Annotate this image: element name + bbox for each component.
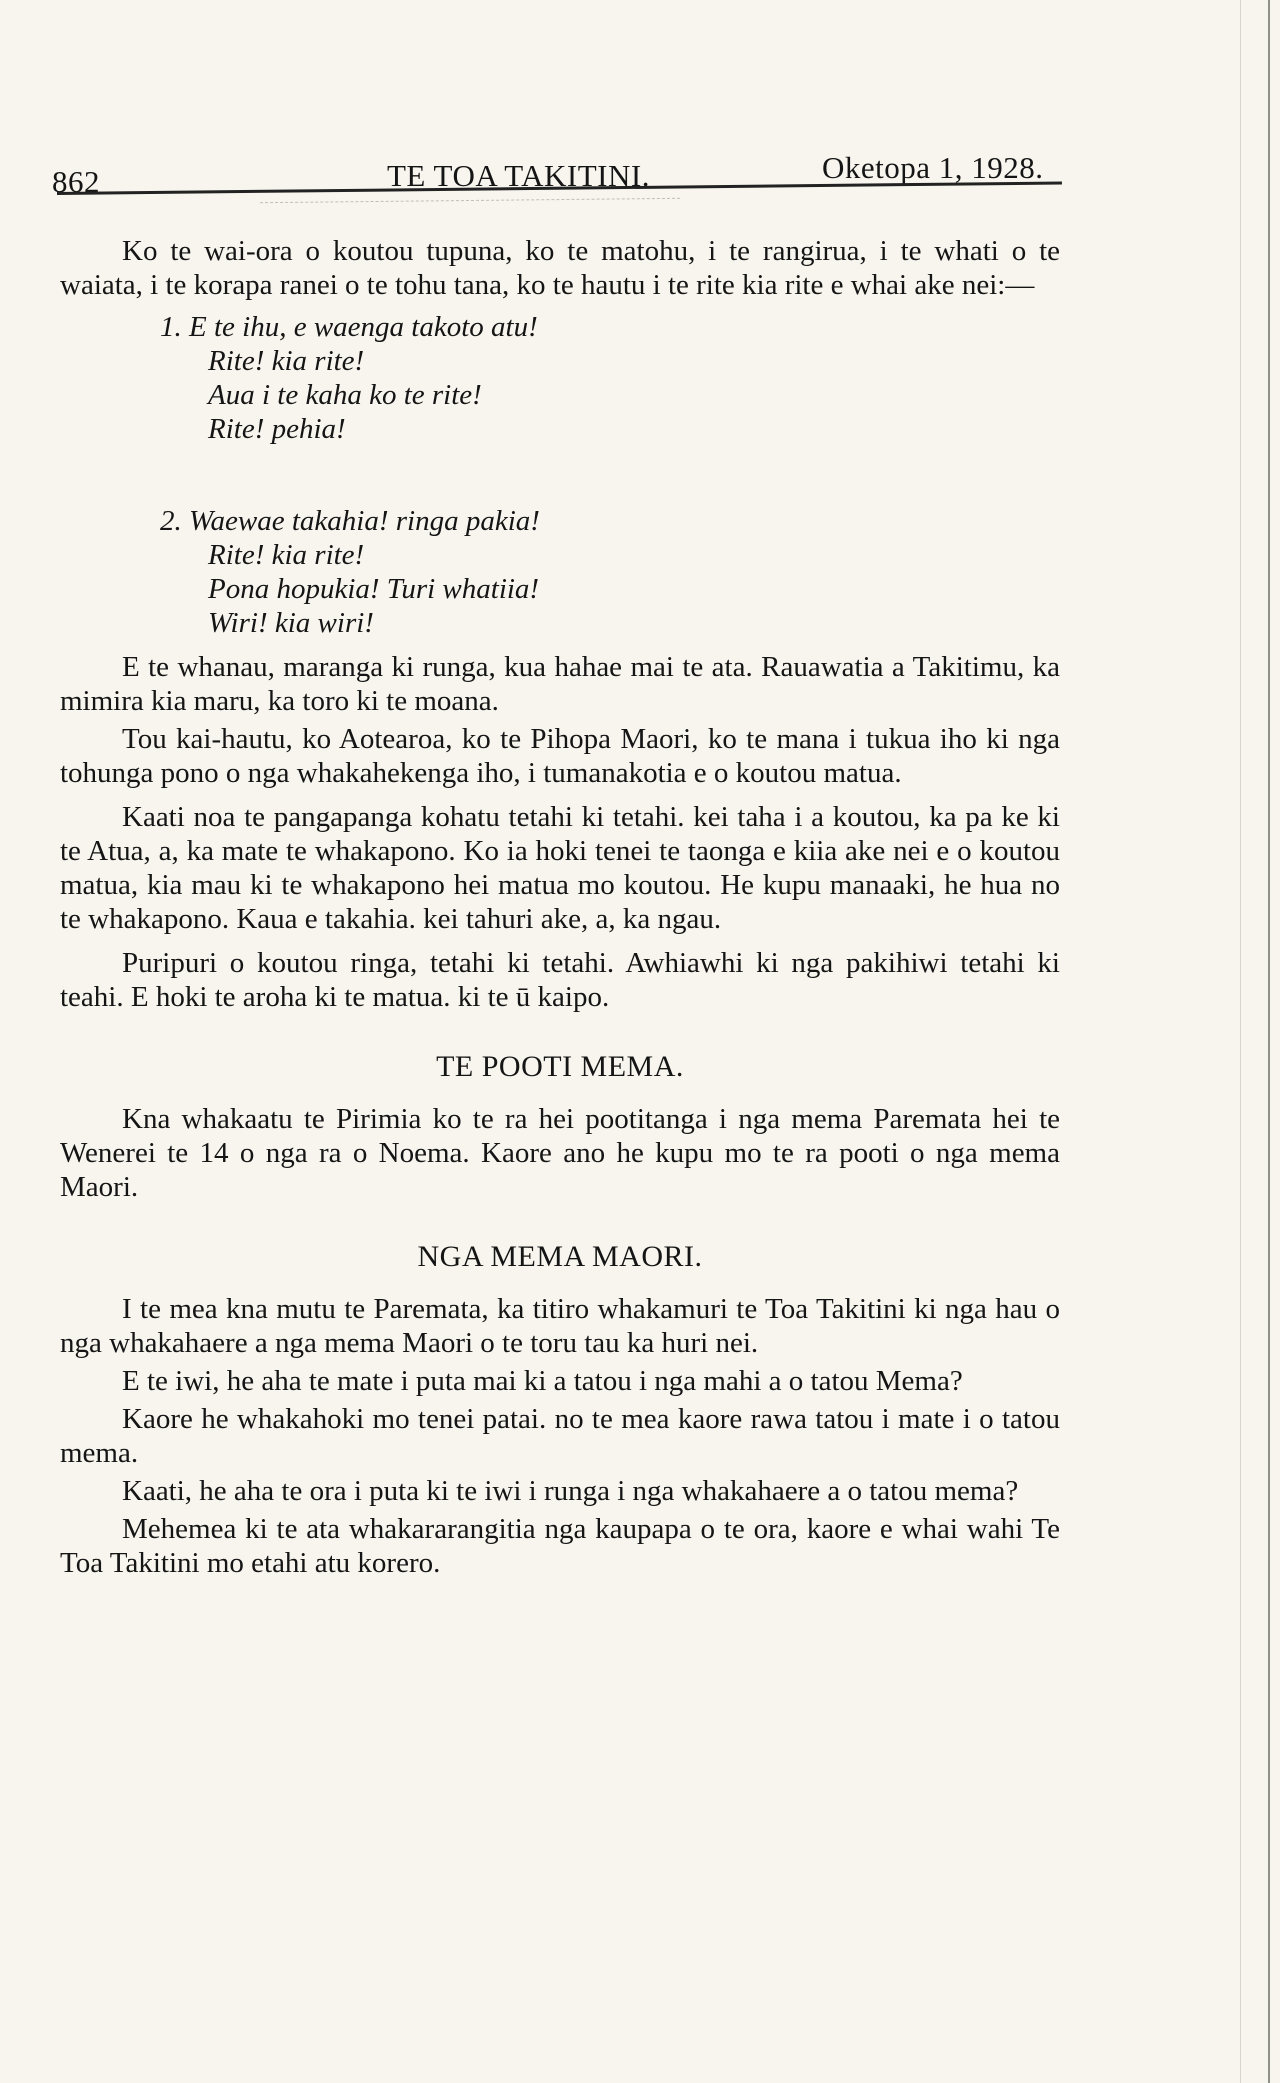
- verse-line: 2. Waewae takahia! ringa pakia!: [160, 505, 540, 537]
- verse-line: Wiri! kia wiri!: [208, 607, 374, 639]
- verse-line: 1. E te ihu, e waenga takoto atu!: [160, 311, 538, 343]
- body-paragraph: E te whanau, maranga ki runga, kua hahae mai te ata. Rauawatia a Takitimu, ka mimira kia maru, ka toro ki te moana.: [60, 651, 1060, 717]
- body-paragraph: Kaati noa te pangapanga kohatu tetahi ki tetahi. kei taha i a koutou, ka pa ke ki te Atua, a, ka mate te whakapono. Ko ia hoki tenei te taonga e kiia ake nei e o koutou matua, kia mau ki te whakapono hei matua mo koutou. He kupu manaaki, he hua no te whakapono. Kaua e takahia. kei tahuri ake, a, ka ngau.: [60, 801, 1060, 935]
- page-number: 862: [52, 164, 100, 199]
- issue-date: Oketopa 1, 1928.: [822, 150, 1044, 185]
- body-paragraph: Kna whakaatu te Pirimia ko te ra hei pootitanga i nga mema Paremata hei te Wenerei te 14 o nga ra o Noema. Kaore ano he kupu mo te ra pooti o nga mema Maori.: [60, 1103, 1060, 1203]
- verse-line: Aua i te kaha ko te rite!: [208, 379, 482, 411]
- article-body: [60, 234, 1060, 1584]
- publication-title: TE TOA TAKITINI.: [387, 158, 650, 193]
- page-edge-line: [1268, 0, 1270, 2083]
- body-paragraph: I te mea kna mutu te Paremata, ka titiro whakamuri te Toa Takitini ki nga hau o nga whakahaere a nga mema Maori o te toru tau ka huri nei.: [60, 1293, 1060, 1359]
- verse-line: Rite! kia rite!: [208, 345, 365, 377]
- body-paragraph: Tou kai-hautu, ko Aotearoa, ko te Pihopa Maori, ko te mana i tukua iho ki nga tohunga pono o nga whakahekenga iho, i tumanakotia e o koutou matua.: [60, 723, 1060, 789]
- body-paragraph: Puripuri o koutou ringa, tetahi ki tetahi. Awhiawhi ki nga pakihiwi tetahi ki teahi. E hoki te aroha ki te matua. ki te ū kaipo.: [60, 947, 1060, 1013]
- body-paragraph: E te iwi, he aha te mate i puta mai ki a tatou i nga mahi a o tatou Mema?: [122, 1365, 963, 1397]
- section-heading-pooti-mema: TE POOTI MEMA.: [436, 1050, 684, 1083]
- intro-paragraph: Ko te wai-ora o koutou tupuna, ko te matohu, i te rangirua, i te whati o te waiata, i te korapa ranei o te tohu tana, ko te hautu i te rite kia rite e whai ake nei:—: [60, 235, 1060, 301]
- body-paragraph: Kaati, he aha te ora i puta ki te iwi i runga i nga whakahaere a o tatou mema?: [122, 1475, 1019, 1507]
- header-rule-faint: [260, 198, 680, 203]
- page-edge-shadow: [1240, 0, 1241, 2083]
- body-paragraph: Mehemea ki te ata whakararangitia nga kaupapa o te ora, kaore e whai wahi Te Toa Takitini mo etahi atu korero.: [60, 1513, 1060, 1579]
- verse-line: Pona hopukia! Turi whatiia!: [208, 573, 540, 605]
- verse-1: [160, 310, 1060, 446]
- section-heading-nga-mema-maori: NGA MEMA MAORI.: [417, 1240, 703, 1273]
- verse-2: [160, 504, 1060, 640]
- verse-line: Rite! kia rite!: [208, 539, 365, 571]
- body-paragraph: Kaore he whakahoki mo tenei patai. no te mea kaore rawa tatou i mate i o tatou mema.: [60, 1403, 1060, 1469]
- verse-line: Rite! pehia!: [208, 413, 346, 445]
